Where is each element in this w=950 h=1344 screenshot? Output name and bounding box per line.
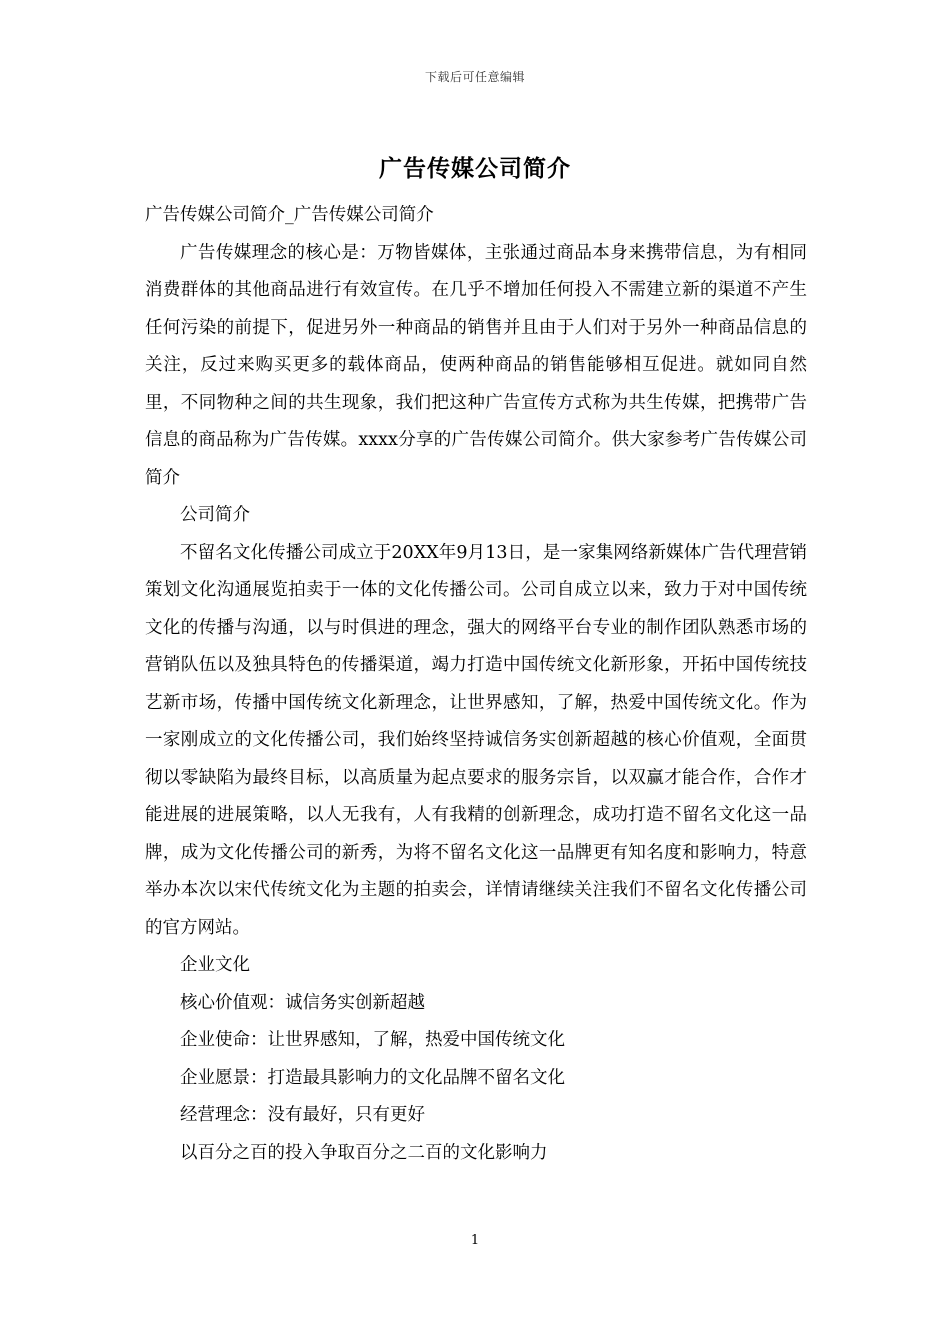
philosophy-line: 经营理念：没有最好，只有更好 (180, 1105, 425, 1125)
mission-line: 企业使命：让世界感知，了解，热爱中国传统文化 (180, 1030, 565, 1050)
company-paragraph: 不留名文化传播公司成立于20XX年9月13日，是一家集网络新媒体广告代理营销策划文化沟通展览拍卖于一体的文化传播公司。公司自成立以来，致力于对中国传统文化的传播与沟通，以与时俱进的理念，强大的网络平台专业的制作团队熟悉市场的营销队伍以及独具特色的传播渠道，竭力打造中国传统文化新形象，开拓中国传统技艺新市场，传播中国传统文化新理念，让世界感知，了解，热爱中国传统文化。作为一家刚成立的文化传播公司，我们始终坚持诚信务实创新超越的核心价值观，全面贯彻以零缺陷为最终目标，以高质量为起点要求的服务宗旨，以双赢才能合作，合作才能进展的进展策略，以人无我有，人有我精的创新理念，成功打造不留名文化这一品牌，成为文化传播公司的新秀，为将不留名文化这一品牌更有知名度和影响力，特意举办本次以宋代传统文化为主题的拍卖会，详情请继续关注我们不留名文化传播公司的官方网站。 (145, 542, 807, 938)
header-note: 下载后可任意编辑 (424, 70, 525, 84)
vision-line: 企业愿景：打造最具影响力的文化品牌不留名文化 (180, 1067, 565, 1088)
page-number: 1 (470, 1233, 480, 1248)
page-title: 广告传媒公司简介 (379, 155, 571, 182)
section-heading-company: 公司简介 (180, 505, 250, 525)
section-heading-culture: 企业文化 (180, 955, 250, 975)
core-values-line: 核心价值观：诚信务实创新超越 (180, 992, 425, 1013)
intro-paragraph: 广告传媒理念的核心是：万物皆媒体，主张通过商品本身来携带信息，为有相同消费群体的其他商品进行有效宣传。在几乎不增加任何投入不需建立新的渠道不产生任何污染的前提下，促进另外一种商品的销售并且由于人们对于另外一种商品信息的关注，反过来购买更多的载体商品，使两种商品的销售能够相互促进。就如同自然里，不同物种之间的共生现象，我们把这种广告宣传方式称为共生传媒，把携带广告信息的商品称为广告传媒。xxxx分享的广告传媒公司简介。供大家参考广告传媒公司简介 (145, 242, 807, 488)
document-body (145, 197, 807, 1172)
subtitle-line: 广告传媒公司简介_广告传媒公司简介 (145, 205, 434, 225)
slogan-line: 以百分之百的投入争取百分之二百的文化影响力 (180, 1142, 548, 1163)
